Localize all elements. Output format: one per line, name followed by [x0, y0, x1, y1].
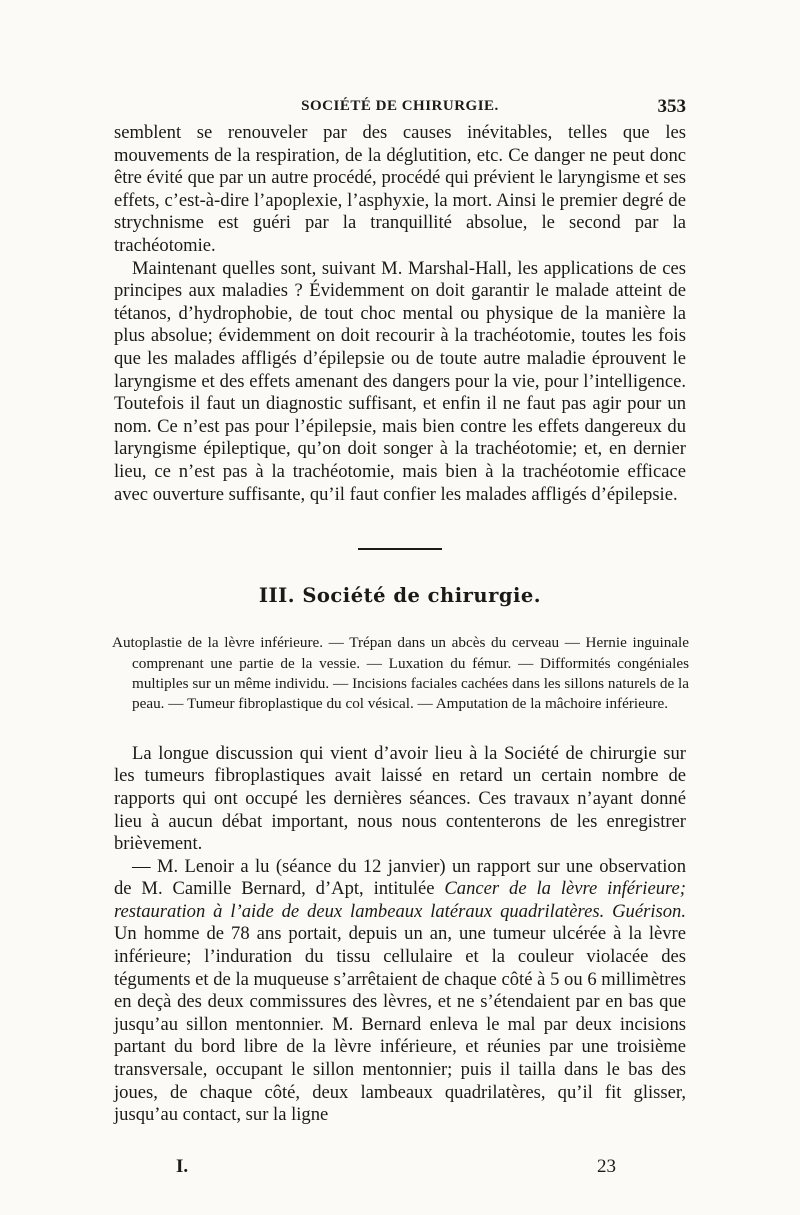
page: [112, 96, 689, 1127]
running-title: SOCIÉTÉ DE CHIRURGIE.: [301, 98, 499, 114]
page-number: 353: [657, 96, 686, 117]
section-heading: III. Société de chirurgie.: [258, 584, 542, 608]
report-body: Un homme de 78 ans portait, depuis un an, une tumeur ulcérée à la lèvre inférieure; l’induration du tissu cellulaire et la couleur violacée des téguments et de la muqueuse s’arrêtaient de chaque côté à 5 ou 6 millimètres en deçà des deux commissures des lèvres, et ne s’étendaient par en bas que jusqu’au sillon mentonnier. M. Bernard enleva le mal par deux incisions partant du bord libre de la lèvre inférieure, et réunies par une troisième transversale, occupant le sillon mentonnier; puis il tailla dans le bas des joues, de chaque côté, deux lambeaux quadrilatères, qu’il fit glisser, jusqu’au contact, sur la ligne: [114, 923, 686, 1126]
section-summary: Autoplastie de la lèvre inférieure. — Trépan dans un abcès du cerveau — Hernie inguinale comprenant une partie de la vessie. — Luxation du fémur. — Difformités congéniales multiples sur un même individu. — Incisions faciales cachées dans les sillons naturels de la peau. — Tumeur fibroplastique du col vésical. — Amputation de la mâchoire inférieure.: [112, 634, 689, 713]
signature-number: 23: [597, 1156, 616, 1177]
running-head: [114, 96, 686, 122]
paragraph-marshal-hall: Maintenant quelles sont, suivant M. Marshal-Hall, les applications de ces principes aux maladies ? Évidemment on doit garantir le malade atteint de tétanos, d’hydrophobie, de tout choc mental ou physique de la manière la plus absolue; évidemment on doit recourir à la trachéotomie, toutes les fois que les malades affligés d’épilepsie ou de toute autre maladie éprouvent le laryngisme et des effets amenant des dangers pour la vie, pour l’intelligence. Toutefois il faut un diagnostic suffisant, et enfin il ne faut pas agir pour un nom. Ce n’est pas pour l’épilepsie, mais bien contre les effets dangereux du laryngisme épileptique, qu’on doit songer à la trachéotomie; et, en dernier lieu, ce n’est pas à la trachéotomie, mais bien à la trachéotomie efficace avec ouverture suffisante, qu’il faut confier les malades affligés d’épilepsie.: [114, 257, 686, 505]
page-footer: [176, 1156, 616, 1182]
paragraph-continuation: semblent se renouveler par des causes inévitables, telles que les mouvements de la respiration, de la déglutition, etc. Ce danger ne peut donc être évité que par un autre procédé, procédé qui prévient le laryngisme et ses effets, c’est-à-dire l’apoplexie, l’asphyxie, la mort. Ainsi le premier degré de strychnisme est guéri par la tranquillité absolue, le second par la trachéotomie.: [114, 122, 686, 256]
report-intro: — M. Lenoir a lu (séance du 12 janvier) un rapport sur une observation de M. Camille Bernard, d’Apt, intitulée: [114, 855, 686, 900]
section-divider: [358, 548, 442, 550]
signature-volume: I.: [176, 1156, 189, 1177]
paragraph-lenoir-report: [114, 856, 686, 1127]
paragraph-discussion: La longue discussion qui vient d’avoir lieu à la Société de chirurgie sur les tumeurs fibroplastiques avait laissé en retard un certain nombre de rapports qui ont occupé les dernières séances. Ces travaux n’ayant donné lieu à aucun débat important, nous nous contenterons de les enregistrer brièvement.: [114, 742, 686, 855]
report-title: Cancer de la lèvre inférieure; restauration à l’aide de deux lambeaux latéraux quadrilatères. Guérison.: [114, 878, 686, 922]
